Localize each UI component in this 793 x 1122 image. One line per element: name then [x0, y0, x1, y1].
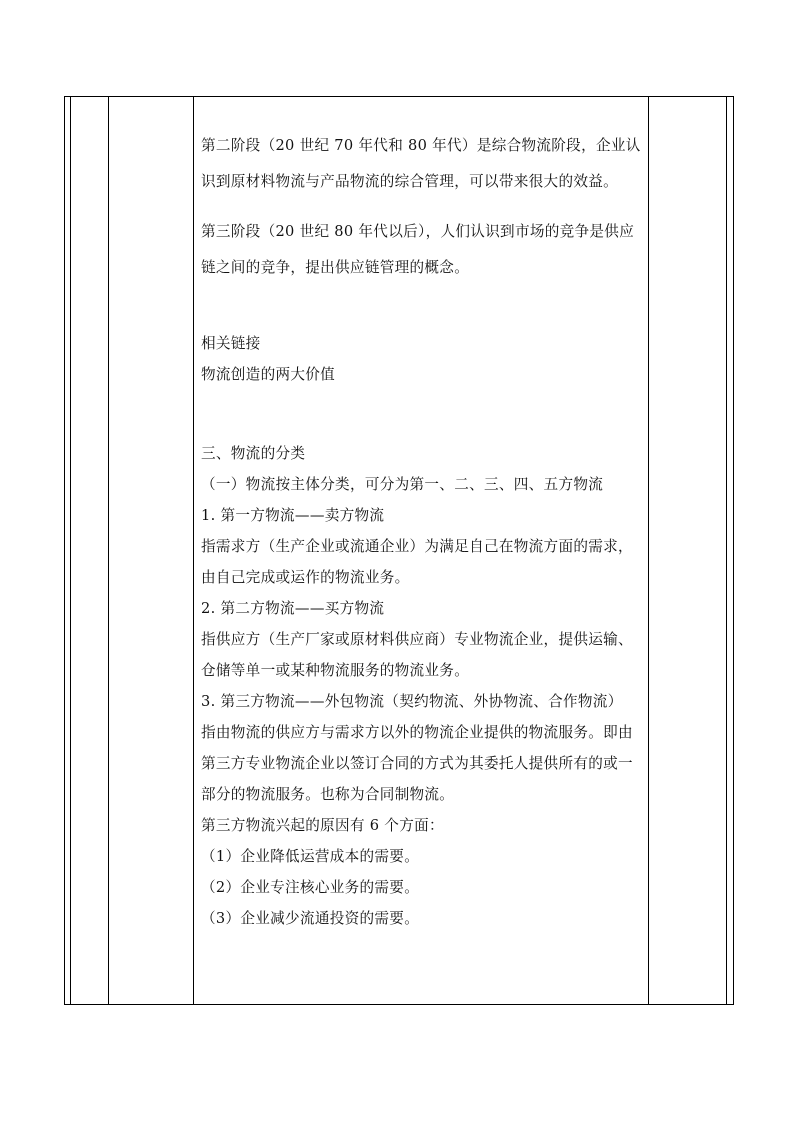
stage3-paragraph: 第三阶段（20 世纪 80 年代以后），人们认识到市场的竞争是供应链之间的竞争，提出供应链管理的概念。: [201, 223, 635, 276]
section3-heading: 三、物流的分类: [201, 445, 306, 462]
item3-desc: 指由物流的供应方与需求方以外的物流企业提供的物流服务。即由第三方专业物流企业以签订合同的方式为其委托人提供所有的或一部分的物流服务。也称为合同制物流。: [201, 724, 633, 803]
table-bottom-border: [64, 1004, 733, 1005]
stage2-paragraph: 第二阶段（20 世纪 70 年代和 80 年代）是综合物流阶段，企业认识到原材料物流与产品物流的综合管理，可以带来很大的效益。: [201, 137, 641, 190]
related-links-heading: 相关链接: [201, 335, 261, 352]
table-col-line-4: [193, 96, 194, 1005]
reason-item: （3）企业减少流通投资的需要。: [201, 910, 420, 927]
table-top-border: [64, 96, 733, 97]
table-col-line-3: [108, 96, 109, 1005]
item2-title: 2. 第二方物流——买方物流: [201, 600, 385, 617]
main-content-cell: [201, 128, 646, 934]
reason-item: （1）企业降低运营成本的需要。: [201, 848, 420, 865]
reason-item: （2）企业专注核心业务的需要。: [201, 879, 420, 896]
table-col-line-7: [733, 96, 734, 1005]
item1-desc: 指需求方（生产企业或流通企业）为满足自己在物流方面的需求，由自己完成或运作的物流业务。: [201, 538, 633, 586]
table-col-line-1: [64, 96, 65, 1005]
table-col-line-5: [648, 96, 649, 1005]
item1-title: 1. 第一方物流——卖方物流: [201, 507, 385, 524]
section3-sub1: （一）物流按主体分类，可分为第一、二、三、四、五方物流: [201, 476, 604, 493]
related-link-title: 物流创造的两大价值: [201, 366, 336, 383]
table-col-line-6: [726, 96, 727, 1005]
item3-title: 3. 第三方物流——外包物流（契约物流、外协物流、合作物流）: [201, 693, 623, 710]
reasons-intro: 第三方物流兴起的原因有 6 个方面：: [201, 817, 444, 834]
item2-desc: 指供应方（生产厂家或原材料供应商）专业物流企业，提供运输、仓储等单一或某种物流服务的物流业务。: [201, 631, 633, 679]
table-col-line-2: [70, 96, 71, 1005]
